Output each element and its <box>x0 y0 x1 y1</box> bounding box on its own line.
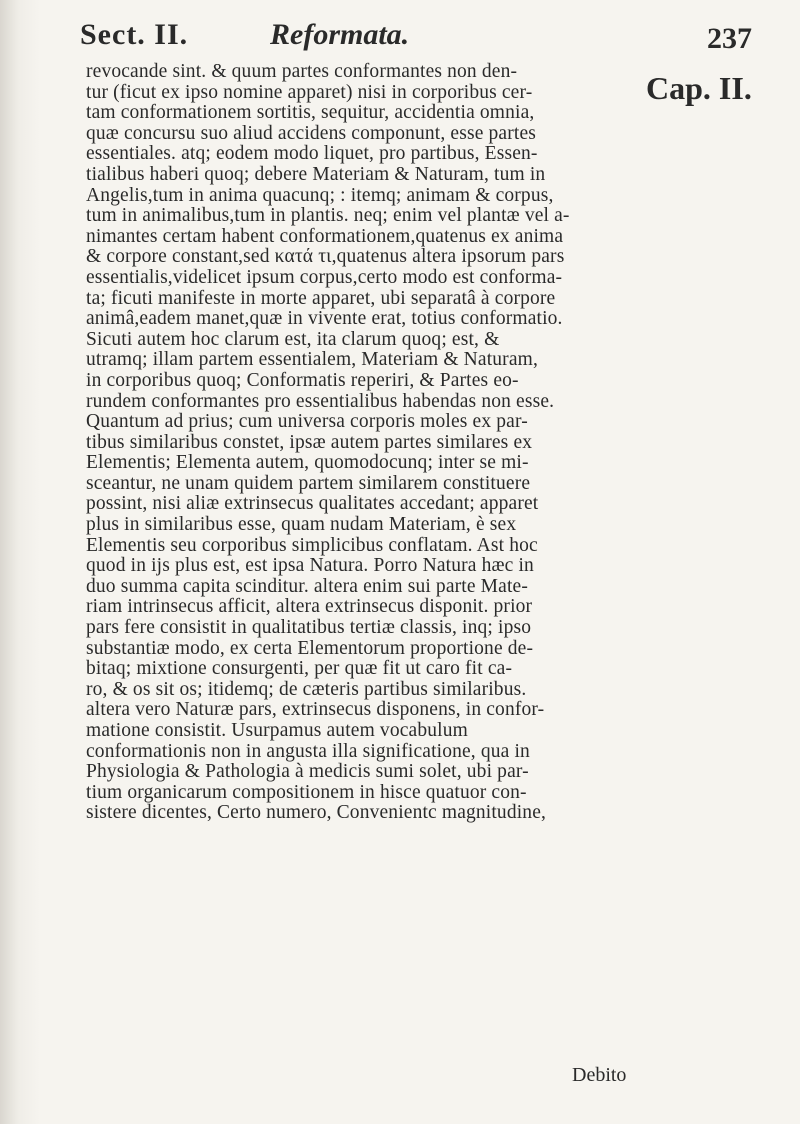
text-line: Elementis; Elementa autem, quomodocunq; inter se mi- <box>86 452 529 474</box>
text-line: matione consistit. Usurpamus autem vocabulum <box>86 720 468 741</box>
text-line: sistere dicentes, Certo numero, Convenientc magnitudine, <box>86 802 547 824</box>
marginal-chapter-note: Cap. II. <box>646 70 752 106</box>
text-line: rundem conformantes pro essentialibus habendas non esse. <box>86 390 555 412</box>
text-line: ta; ficuti manifeste in morte apparet, ubi separatâ à corpore <box>86 287 556 309</box>
section-heading: Sect. II. <box>80 18 189 51</box>
text-line: essentialis,videlicet ipsum corpus,certo modo est conforma- <box>86 266 563 288</box>
text-line: tum in animalibus,tum in plantis. neq; enim vel plantæ vel a- <box>86 205 570 227</box>
text-line: quæ concursu suo aliud accidens componunt, esse partes <box>86 122 536 144</box>
text-line: utramq; illam partem essentialem, Materiam & Naturam, <box>86 349 538 371</box>
text-line: revocande sint. & quum partes conformantes non den- <box>86 61 518 82</box>
text-line: Elementis seu corporibus simplicibus conflatam. Ast hoc <box>86 534 538 556</box>
text-line: ro, & os sit os; itidemq; de cæteris partibus similaribus. <box>86 678 527 700</box>
text-line: quod in ijs plus est, est ipsa Natura. Porro Natura hæc in <box>86 555 534 577</box>
text-line: plus in similaribus esse, quam nudam Materiam, è sex <box>86 514 517 536</box>
text-line: in corporibus quoq; Conformatis reperiri, & Partes eo- <box>86 369 519 391</box>
text-line: substantiæ modo, ex certa Elementorum proportione de- <box>86 637 534 659</box>
text-line: Physiologia & Pathologia à medicis sumi solet, ubi par- <box>86 761 529 783</box>
text-line: essentiales. atq; eodem modo liquet, pro partibus, Essen- <box>86 143 538 165</box>
text-line: tium organicarum compositionem in hisce quatuor con- <box>86 781 527 803</box>
text-line: bitaq; mixtione consurgenti, per quæ fit ut caro fit ca- <box>86 658 513 680</box>
text-line: animâ,eadem manet,quæ in vivente erat, totius conformatio. <box>86 308 563 330</box>
page-header <box>80 18 752 58</box>
page-number: 237 <box>707 22 752 55</box>
running-title: Reformata. <box>270 18 410 51</box>
text-line: tibus similaribus constet, ipsæ autem partes similares ex <box>86 431 533 453</box>
text-line: altera vero Naturæ pars, extrinsecus disponens, in confor- <box>86 699 545 721</box>
text-line: nimantes certam habent conformationem,quatenus ex anima <box>86 225 564 247</box>
text-line: possint, nisi aliæ extrinsecus qualitates accedant; apparet <box>86 493 539 515</box>
catchword: Debito <box>572 1064 627 1086</box>
text-line: Sicuti autem hoc clarum est, ita clarum quoq; est, & <box>86 328 500 350</box>
text-line: conformationis non in angusta illa significatione, qua in <box>86 740 530 762</box>
text-line: tam conformationem sortitis, sequitur, accidentia omnia, <box>86 102 535 124</box>
text-line: & corpore constant,sed κατά τι,quatenus altera ipsorum pars <box>86 246 565 268</box>
text-line: sceantur, ne unam quidem partem similarem constituere <box>86 472 531 494</box>
text-line: tialibus haberi quoq; debere Materiam & Naturam, tum in <box>86 163 546 185</box>
text-line: tur (ficut ex ipso nomine apparet) nisi in corporibus cer- <box>86 81 533 103</box>
text-line: riam intrinsecus afficit, altera extrinsecus disponit. prior <box>86 596 533 618</box>
body-text <box>86 62 642 824</box>
text-line: Angelis,tum in anima quacunq; : itemq; animam & corpus, <box>86 184 554 206</box>
text-line: Quantum ad prius; cum universa corporis moles ex par- <box>86 411 528 433</box>
text-line: pars fere consistit in qualitatibus tertiæ classis, inq; ipso <box>86 617 532 639</box>
text-line: duo summa capita scinditur. altera enim sui parte Mate- <box>86 575 528 597</box>
